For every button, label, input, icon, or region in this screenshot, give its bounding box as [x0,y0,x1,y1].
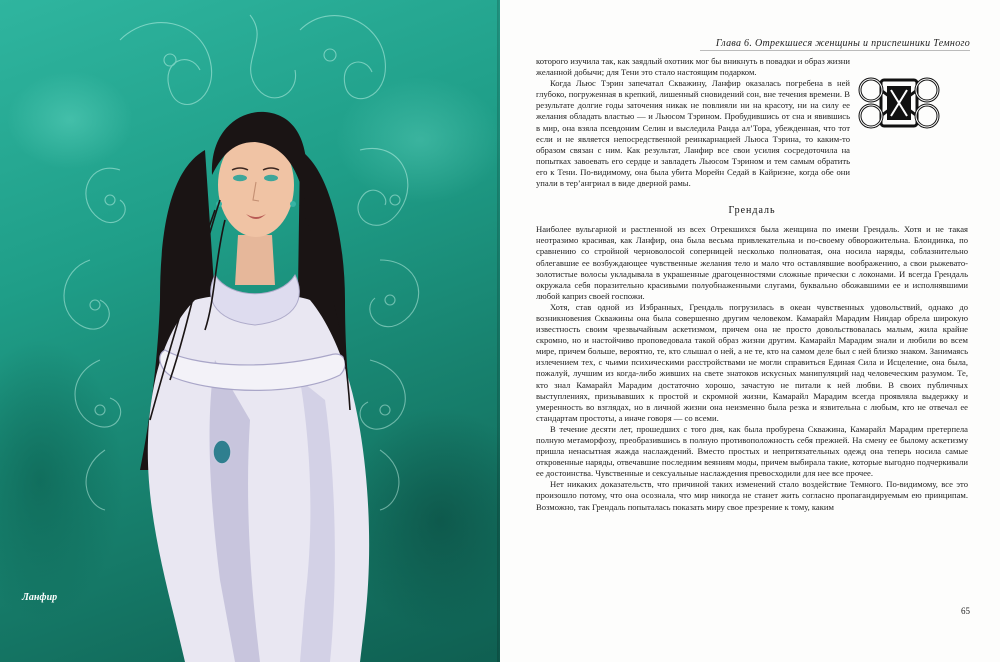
illustration-caption: Ланфир [22,592,58,603]
white-robe [148,294,369,662]
paragraph: Нет никаких доказательств, что причиной таких изменений стало воздействие Темного. По-видимому, все это произошло потому, что она осознала, что мир никогда не станет жить согласно пропагандируемым ею принципам. Возможно, так Грендаль попыталась показать миру свое презрение к тому, каким [536,479,968,512]
earring-right [290,201,296,207]
celtic-knot-emblem [853,70,945,136]
section-body [536,224,968,512]
right-eye [264,175,278,181]
running-head: Глава 6. Отрекшиеся женщины и приспешники Темного [715,38,970,49]
page-number: 65 [961,606,970,616]
section-title: Грендаль [728,205,776,217]
paragraph: Наиболее вульгарной и растленной из всех Отрекшихся была женщина по имени Грендаль. Хотя и не такая неотразимо красивая, как Ланфир, она была весьма привлекательна и по-своему обворожительна. Блондинка, по сравнению со стройной черноволосой соперницей несколько полноватая, она носила наряды, соблазнительно облегавшие ее возбуждающее чувственные желания тело и мало что оставлявшие воображению, а свои рыжевато-золотистые волосы укладывала в украшенные драгоценностями сложные прически с локонами. И всегда Грендаль окружала себя поразительно красивыми полуобнаженными слугами, буквально обожавшими ее и исполнявшими любой каприз своей госпожи. [536,224,968,301]
left-eye [233,175,247,181]
neck [235,235,275,285]
paragraph: которого изучила так, как заядлый охотник мог бы вникнуть в повадки и образ жизни желанной добычи; для Тени это стало настоящим подарком. [536,56,850,78]
text-page [500,0,1000,662]
paragraph: Когда Льюс Тэрин запечатал Скважину, Ланфир оказалась погребена в ней глубоко, погруженная в крепкий, лишенный сновидений сон, вне течения времени. В результате долгие годы заточения никак не повлияли ни на красоту, ни на силу ее желания обладать властью — и Льюсом Тэрином. Пробудившись от сна и явившись в мир, она взяла псевдоним Селин и выследила Ранда ал’Тора, убежденная, что тот если и не является непосредственной реинкарнацией Льюса Тэрина, то каким-то образом связан с ним. Как результат, Ланфир все свои усилия сосредоточила на попытках завоевать его сердце и завладеть Льюсом Тэрином и тем самым обратить его к Тени. По-видимому, она была убита Морейн Седай в Кайриэне, когда обе они упали в тер’ангриал в виде дверной рамы. [536,78,850,189]
body-text [536,56,968,513]
header-rule [700,50,970,51]
paragraph: В течение десяти лет, прошедших с того дня, как была пробурена Скважина, Камарайл Марадим претерпела полную метаморфозу, преобразившись в полную противоположность себя прежней. На смену ее былому аскетизму пришла ненасытная жажда наслаждений. Вместо простых и непритязательных одежд она теперь носила самые откровенные наряды, отвечавшие последним веяниям моды, причем выбирала такие, которые выгодно подчеркивали ее достоинства. Чувственные и сексуальные наслаждения превосходили для нее все прочее. [536,423,968,479]
belt-jewel [213,440,231,464]
paragraph: Хотя, став одной из Избранных, Грендаль погрузилась в океан чувственных удовольствий, однако до возникновения Скважины она была совершенно другим человеком. Камарайл Марадим Ниндар обрела широкую известность своим чрезвычайным аскетизмом, причем она не просто довольствовалась малым, жила крайне скромно, но и настойчиво проповедовала такой образ жизни другим. Камарайл Марадим знали и любили во всем мире, причем больше, вероятно, те, кто слышал о ней, а не те, кто на самом деле был с ней близко знаком. Занимаясь излечением тех, с чьими психическими расстройствами не могли справиться Единая Сила и Исцеление, она была, пожалуй, лучшим из когда-либо живших на свете знатоков искусных манипуляций над человеческим разумом. Те, кто знал Камарайл Марадим достаточно хорошо, зачастую не питали к ней любви. В своих публичных выступлениях, призывавших к простой и скромной жизни, Камарайл Марадим всегда проявляла выдержку и умеренность во взглядах, но в личной жизни она неизменно была резка и язвительна с любым, кто не отвечал ее стандартам простоты, а иначе говоря — со всеми. [536,301,968,423]
